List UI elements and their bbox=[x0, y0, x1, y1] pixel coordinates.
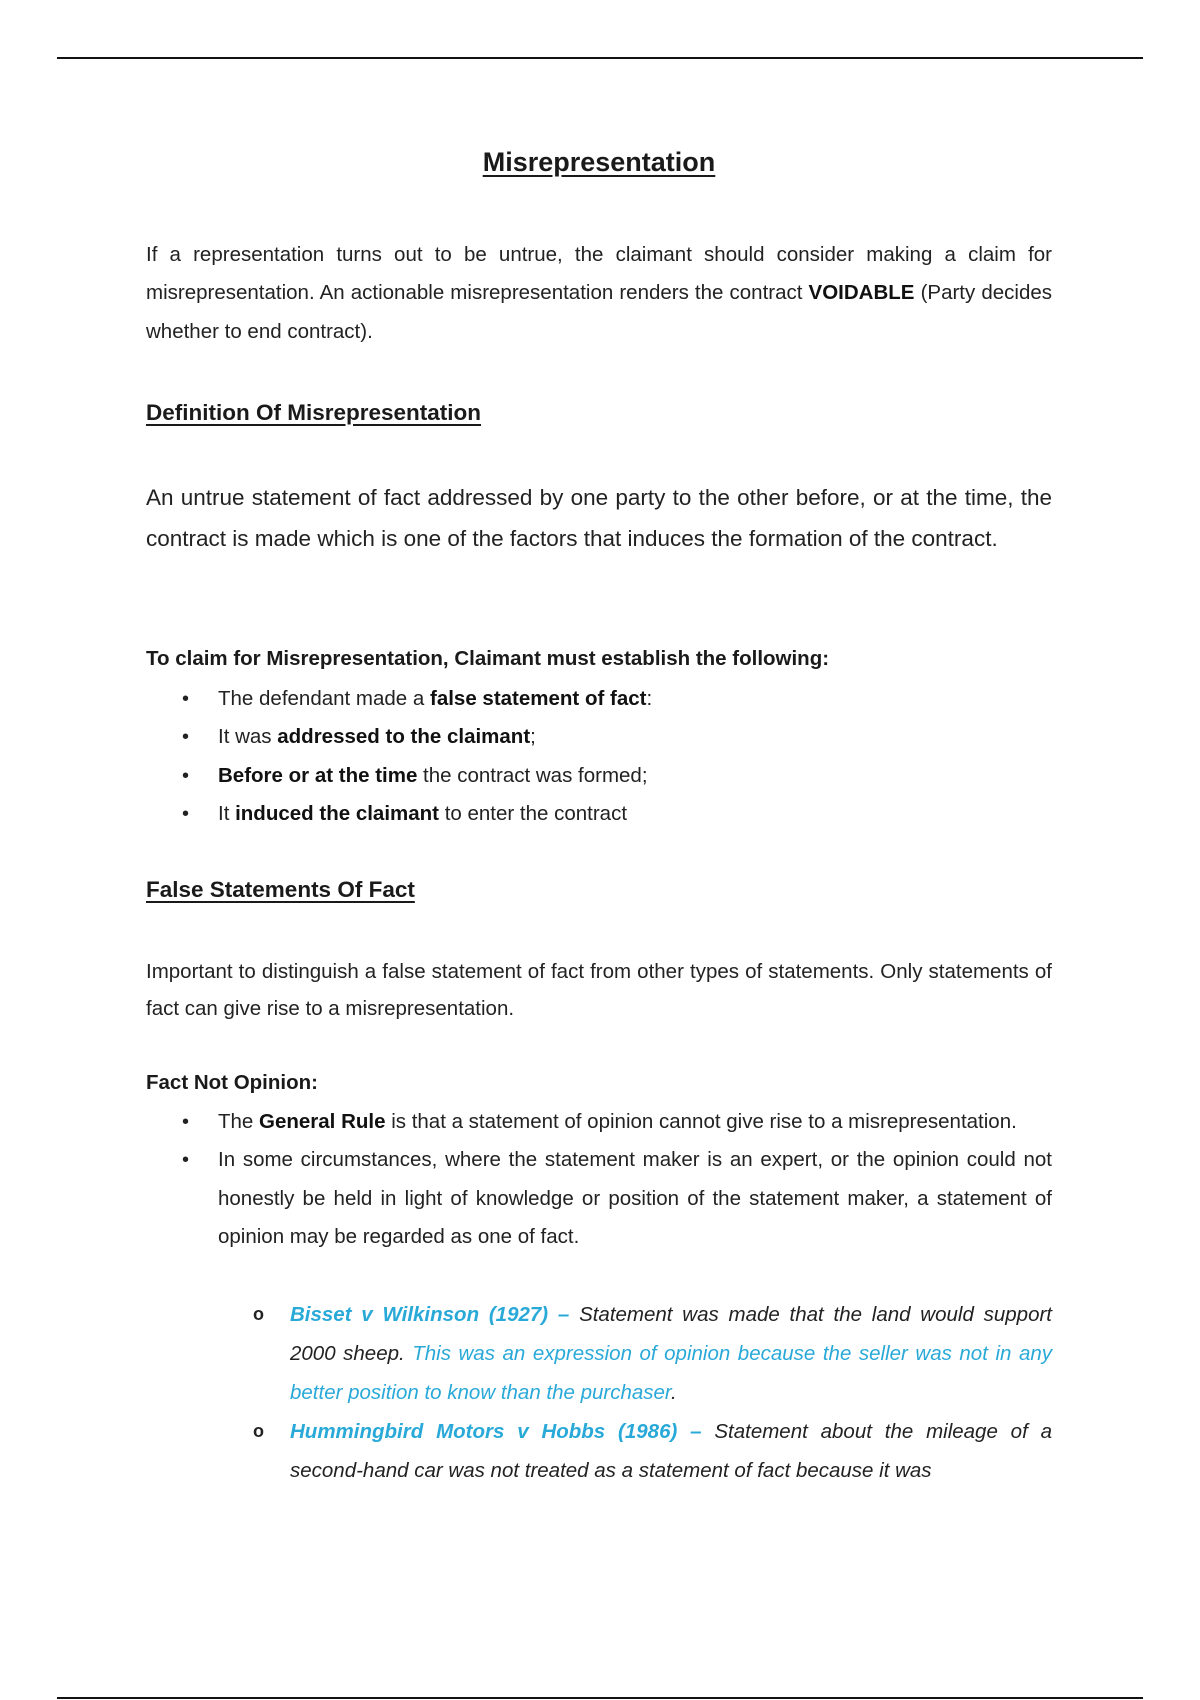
item-text: : bbox=[646, 687, 653, 710]
list-item bbox=[146, 1141, 1052, 1256]
intro-voidable: VOIDABLE bbox=[808, 281, 915, 305]
case-name: Hummingbird Motors v Hobbs (1986) – bbox=[290, 1420, 702, 1443]
claim-heading: To claim for Misrepresentation, Claimant must establish the following: bbox=[146, 647, 830, 670]
intro-text-2: (Party decides whether to end contract). bbox=[146, 281, 1052, 343]
false-statements-paragraph: Important to distinguish a false statement of fact from other types of statements. Only statements of fact can give rise to a misrepresentation. bbox=[146, 960, 1052, 1020]
bullet-icon: • bbox=[182, 803, 190, 826]
item-text: The defendant made a bbox=[218, 687, 430, 710]
circle-bullet-icon: o bbox=[253, 1304, 264, 1324]
case-name: Bisset v Wilkinson (1927) – bbox=[290, 1303, 570, 1326]
definition-paragraph: An untrue statement of fact addressed by one party to the other before, or at the time, the contract is made which is one of the factors that induces the formation of the contract. bbox=[146, 485, 1052, 551]
case-item-hummingbird bbox=[146, 1412, 1052, 1490]
bullet-icon: • bbox=[182, 688, 190, 710]
circle-bullet-icon: o bbox=[253, 1421, 264, 1441]
bullet-icon: • bbox=[182, 726, 190, 749]
case-item-bisset bbox=[146, 1295, 1052, 1412]
false-statements-heading: False Statements Of Fact bbox=[146, 877, 415, 902]
case-text: Statement was made that the land would support 2000 sheep. bbox=[290, 1303, 1052, 1365]
case-list bbox=[146, 1295, 1052, 1490]
item-text: In some circumstances, where the statement maker is an expert, or the opinion could not honestly be held in light of knowledge or position of the statement maker, a statement of opinion may be regarded as one of fact. bbox=[218, 1148, 1052, 1249]
intro-text-1: If a representation turns out to be untrue, the claimant should consider making a claim for misrepresentation. An actionable misrepresentation renders the contract bbox=[146, 243, 1052, 305]
claim-requirements-list bbox=[146, 680, 1052, 834]
case-end: . bbox=[671, 1381, 677, 1404]
item-text: is that a statement of opinion cannot give rise to a misrepresentation. bbox=[385, 1110, 1017, 1133]
case-text: Statement about the mileage of a second-hand car was not treated as a statement of fact because it was bbox=[290, 1420, 1052, 1482]
list-item bbox=[146, 680, 1052, 718]
item-bold: induced the claimant bbox=[235, 802, 439, 826]
item-text: The bbox=[218, 1110, 260, 1133]
top-rule bbox=[57, 57, 1143, 59]
fact-not-opinion-heading: Fact Not Opinion: bbox=[146, 1071, 318, 1094]
definition-heading: Definition Of Misrepresentation bbox=[146, 400, 482, 425]
item-bold: General Rule bbox=[259, 1110, 386, 1133]
list-item bbox=[146, 718, 1052, 756]
bottom-rule bbox=[57, 1697, 1143, 1699]
list-item bbox=[146, 1103, 1052, 1141]
item-text: It was bbox=[218, 725, 278, 749]
page-title: Misrepresentation bbox=[482, 147, 716, 177]
item-bold: false statement of fact bbox=[430, 687, 647, 710]
case-highlight: This was an expression of opinion because the seller was not in any better position to know than the purchaser bbox=[290, 1342, 1052, 1404]
intro-paragraph bbox=[146, 236, 1052, 351]
item-text: to enter the contract bbox=[439, 802, 628, 826]
bullet-icon: • bbox=[182, 1111, 190, 1133]
item-text: It bbox=[218, 802, 236, 826]
item-text: ; bbox=[530, 725, 536, 749]
opinion-list bbox=[146, 1103, 1052, 1257]
bullet-icon: • bbox=[182, 1149, 190, 1172]
item-bold: addressed to the claimant bbox=[277, 725, 531, 749]
list-item bbox=[146, 795, 1052, 833]
bullet-icon: • bbox=[182, 764, 190, 787]
item-text: the contract was formed; bbox=[417, 763, 648, 787]
list-item bbox=[146, 757, 1052, 795]
item-bold: Before or at the time bbox=[218, 763, 418, 787]
